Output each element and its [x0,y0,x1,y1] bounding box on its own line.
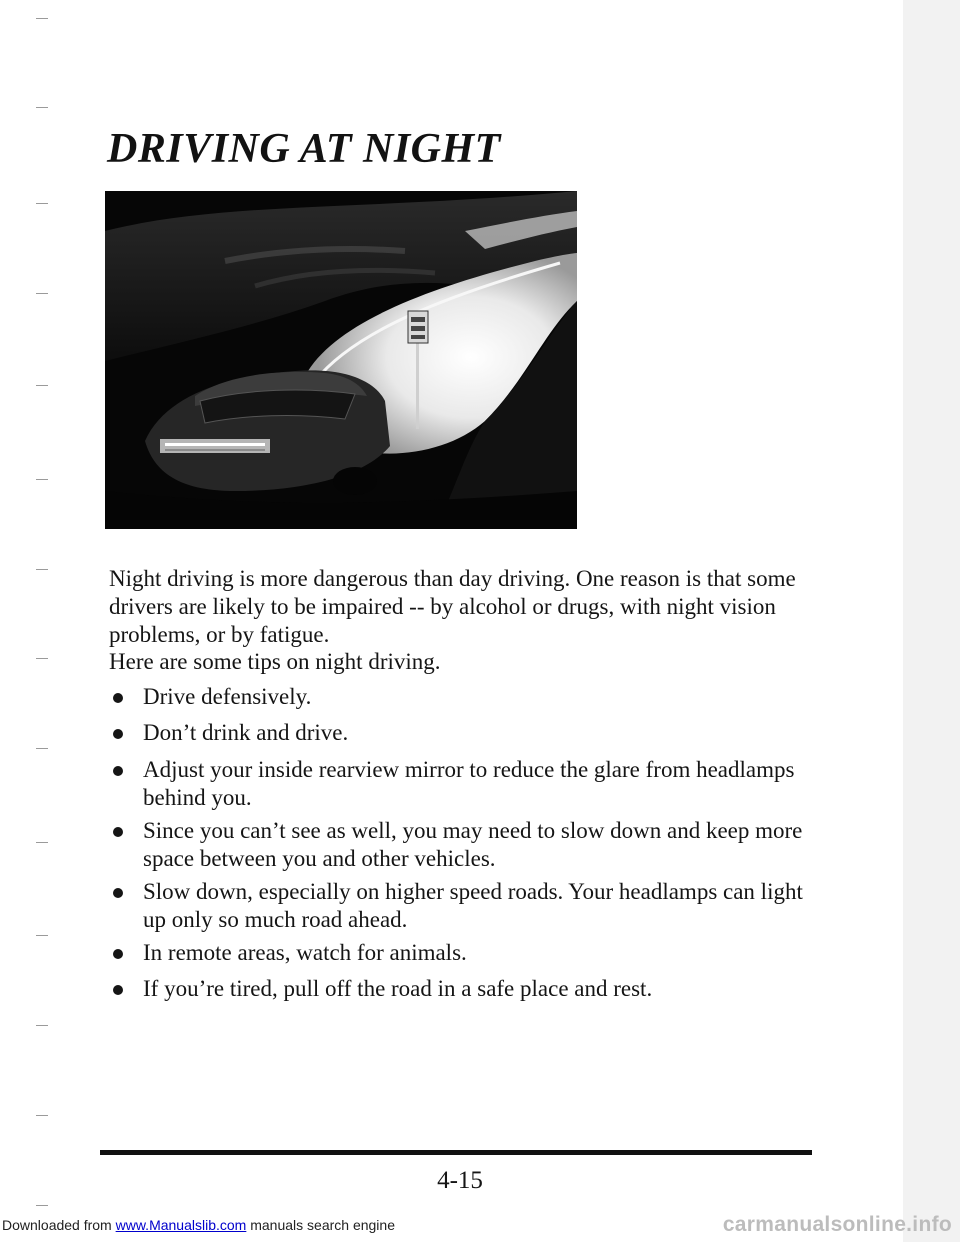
list-item: Drive defensively. [109,683,829,711]
margin-tick [36,293,48,294]
list-item: Slow down, especially on higher speed roads. Your headlamps can light up only so much road ahead. [109,878,829,934]
margin-tick [36,569,48,570]
bullet-icon [113,729,123,739]
margin-tick [36,658,48,659]
margin-tick [36,479,48,480]
bullet-icon [113,888,123,898]
list-item: Since you can’t see as well, you may need to slow down and keep more space between you and other vehicles. [109,817,829,873]
margin-tick [36,935,48,936]
margin-tick [36,1205,48,1206]
bullet-icon [113,766,123,776]
list-item: Don’t drink and drive. [109,719,829,747]
page-title: DRIVING AT NIGHT [107,126,501,172]
watermark: carmanualsonline.info [722,1213,952,1236]
margin-tick [36,203,48,204]
page-edge-shade [903,0,960,1242]
margin-tick [36,107,48,108]
bullet-icon [113,827,123,837]
list-item: If you’re tired, pull off the road in a safe place and rest. [109,975,829,1003]
intro-paragraph: Night driving is more dangerous than day driving. One reason is that some drivers are likely to be impaired -- by alcohol or drugs, with night vision problems, or by fatigue. [109,566,796,647]
footer-rule [100,1150,812,1155]
footer-suffix: manuals search engine [250,1217,395,1233]
list-item: In remote areas, watch for animals. [109,939,829,967]
margin-tick [36,18,48,19]
footer-prefix: Downloaded from [2,1217,112,1233]
download-footer [0,1208,960,1242]
margin-tick [36,842,48,843]
margin-tick [36,748,48,749]
margin-tick [36,385,48,386]
margin-tick [36,1025,48,1026]
footer-source [0,1217,395,1233]
page-number: 4-15 [437,1167,483,1194]
bullet-icon [113,693,123,703]
manualslib-link[interactable]: www.Manualslib.com [115,1217,247,1233]
tips-intro: Here are some tips on night driving. [109,649,441,674]
bullet-icon [113,985,123,995]
night-driving-photo [105,191,577,529]
bullet-icon [113,949,123,959]
margin-tick [36,1115,48,1116]
list-item: Adjust your inside rearview mirror to reduce the glare from headlamps behind you. [109,756,829,812]
